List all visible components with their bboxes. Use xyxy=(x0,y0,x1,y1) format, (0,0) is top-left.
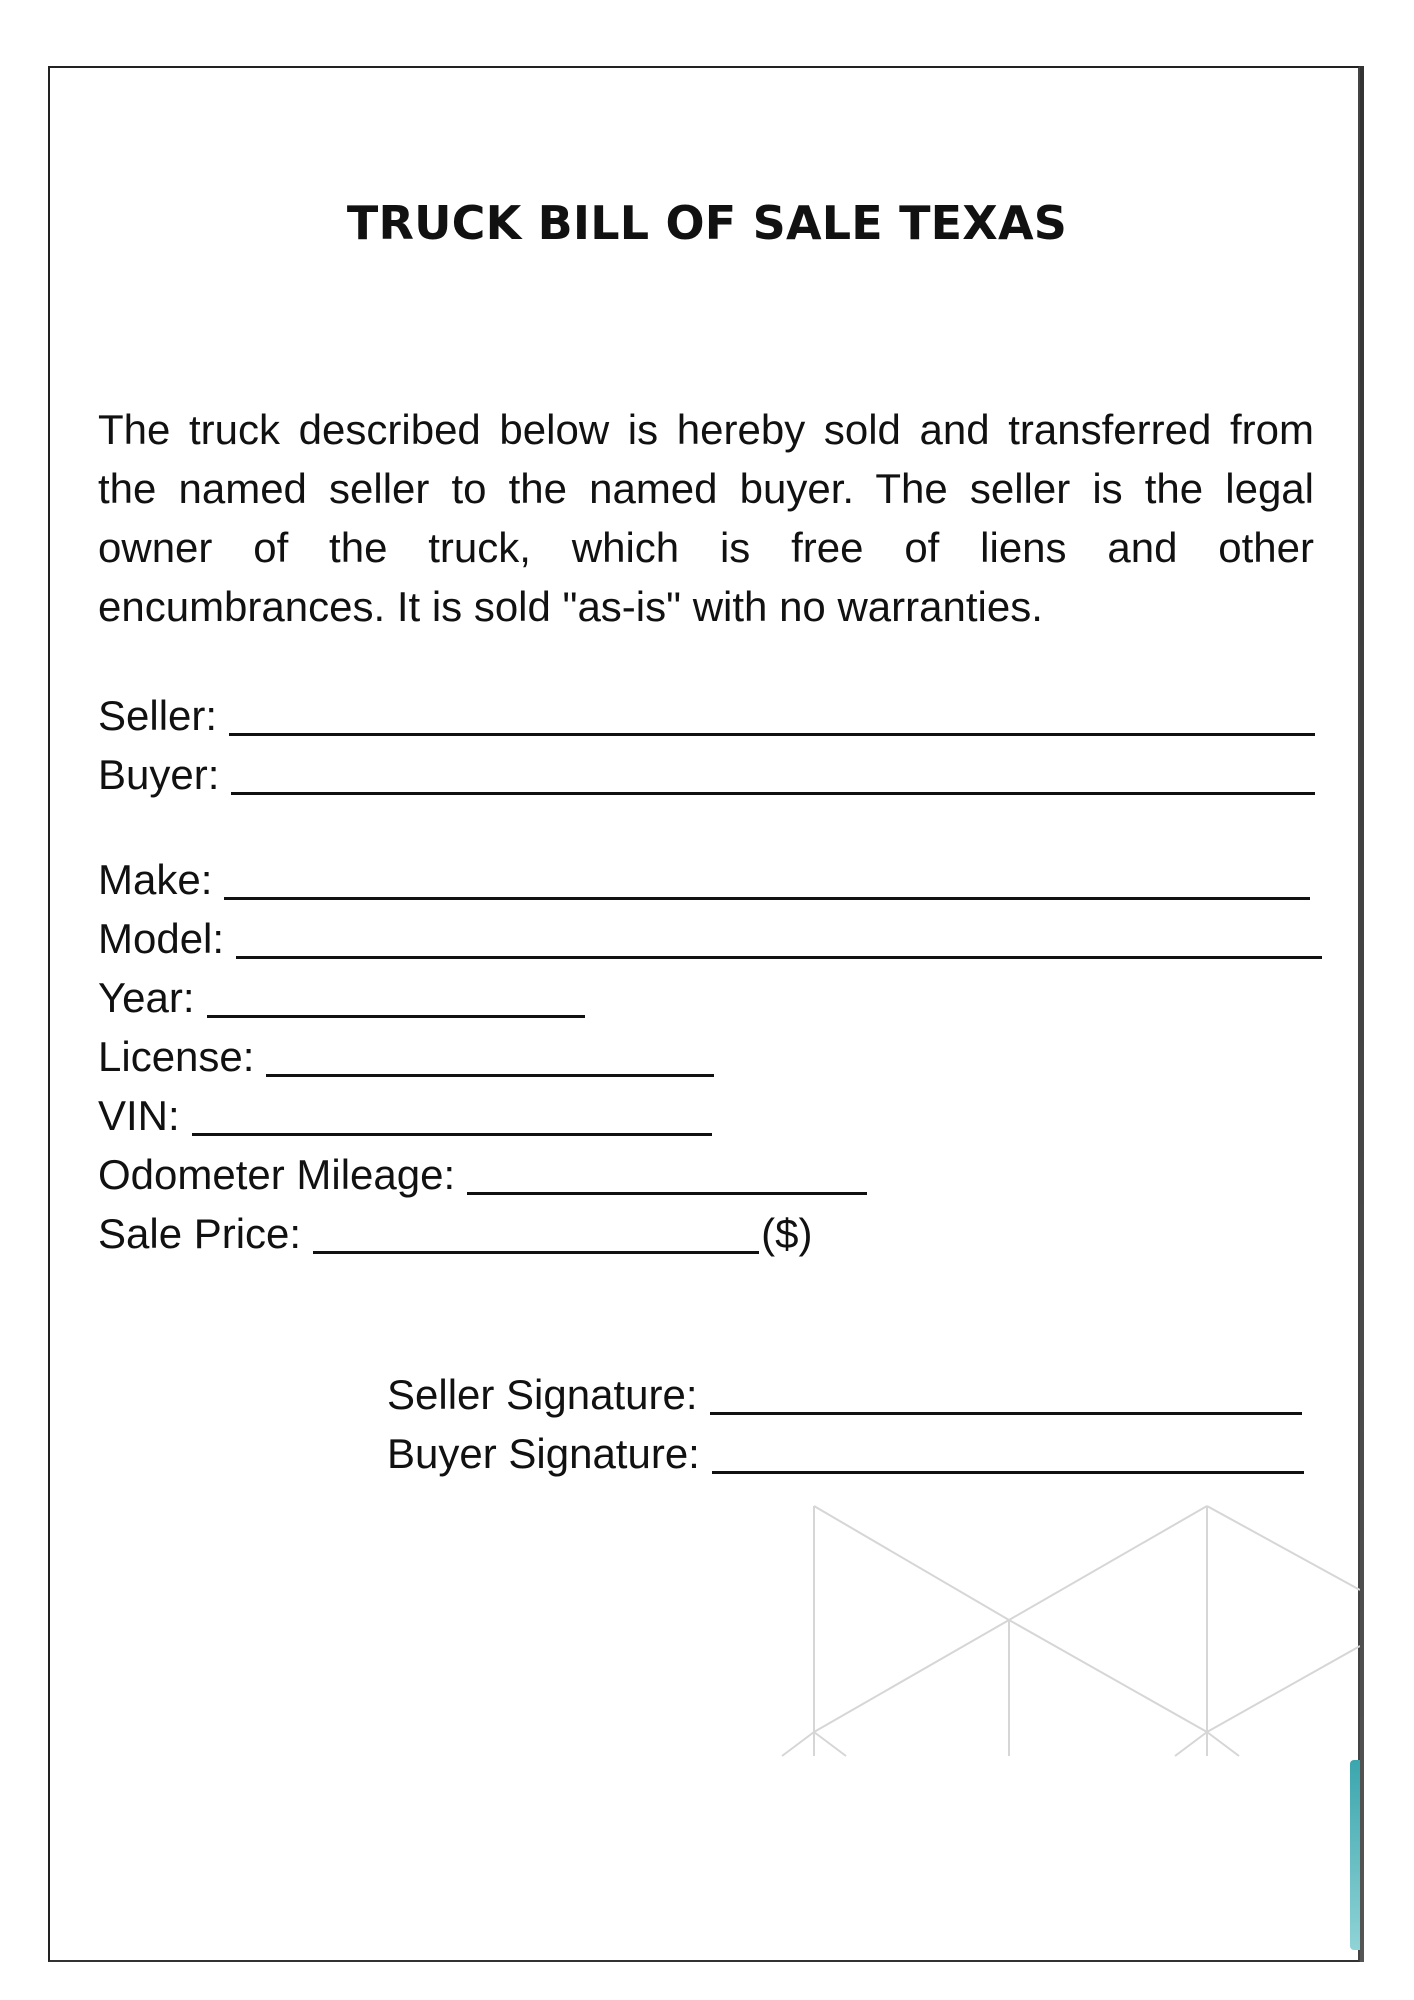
decorative-pattern xyxy=(780,1500,1360,1760)
teal-accent xyxy=(1350,1760,1360,1950)
sale-price-label: Sale Price: xyxy=(98,1210,302,1257)
license-input-line[interactable] xyxy=(266,1038,714,1077)
make-field xyxy=(98,856,1310,904)
model-input-line[interactable] xyxy=(236,920,1322,959)
sale-price-field xyxy=(98,1210,812,1258)
license-field xyxy=(98,1033,714,1081)
make-label: Make: xyxy=(98,856,213,903)
seller-signature-line[interactable] xyxy=(710,1376,1302,1415)
odometer-label: Odometer Mileage: xyxy=(98,1151,456,1198)
sale-price-input-line[interactable] xyxy=(313,1215,759,1254)
seller-signature-label: Seller Signature: xyxy=(387,1371,698,1418)
buyer-input-line[interactable] xyxy=(231,756,1315,795)
odometer-field xyxy=(98,1151,867,1199)
seller-input-line[interactable] xyxy=(229,697,1315,736)
intro-paragraph: The truck described below is hereby sold and transferred from the named seller to the named buyer. The seller is the legal owner of the truck, which is free of liens and other encumbrances. It is sold "as-is" with no warranties. xyxy=(98,406,1314,630)
year-field xyxy=(98,974,585,1022)
sheet-edge xyxy=(1360,66,1364,1962)
buyer-signature-line[interactable] xyxy=(712,1435,1304,1474)
seller-field xyxy=(98,692,1315,740)
model-label: Model: xyxy=(98,915,225,962)
buyer-signature-label: Buyer Signature: xyxy=(387,1430,700,1477)
model-field xyxy=(98,915,1322,963)
currency-suffix: ($) xyxy=(761,1210,813,1257)
buyer-field xyxy=(98,751,1315,799)
buyer-label: Buyer: xyxy=(98,751,220,798)
document-title: TRUCK BILL OF SALE TEXAS xyxy=(346,196,1068,250)
vin-input-line[interactable] xyxy=(192,1097,712,1136)
vin-label: VIN: xyxy=(98,1092,180,1139)
buyer-signature-field xyxy=(387,1430,1304,1478)
year-label: Year: xyxy=(98,974,195,1021)
year-input-line[interactable] xyxy=(207,979,585,1018)
seller-signature-field xyxy=(387,1371,1302,1419)
vin-field xyxy=(98,1092,712,1140)
odometer-input-line[interactable] xyxy=(467,1156,867,1195)
seller-label: Seller: xyxy=(98,692,218,739)
license-label: License: xyxy=(98,1033,255,1080)
make-input-line[interactable] xyxy=(224,861,1310,900)
